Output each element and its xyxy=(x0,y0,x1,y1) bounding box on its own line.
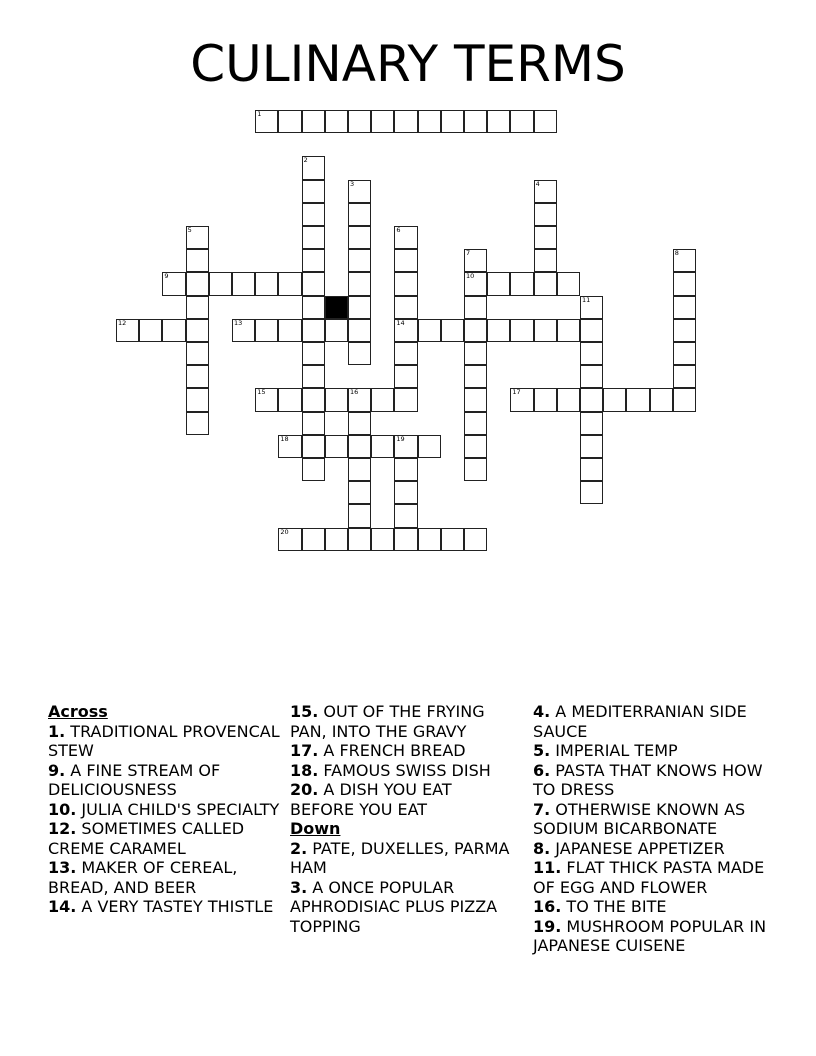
grid-cell[interactable] xyxy=(255,272,278,295)
grid-cell[interactable] xyxy=(394,249,417,272)
grid-cell[interactable] xyxy=(278,528,301,551)
grid-cell[interactable] xyxy=(255,110,278,133)
grid-cell[interactable] xyxy=(464,458,487,481)
grid-cell[interactable] xyxy=(464,110,487,133)
grid-cell[interactable] xyxy=(302,435,325,458)
grid-cell[interactable] xyxy=(325,388,348,411)
grid-cell[interactable] xyxy=(162,319,185,342)
grid-cell[interactable] xyxy=(302,156,325,179)
clue-column-1 xyxy=(48,702,288,917)
grid-cell[interactable] xyxy=(371,435,394,458)
clue-number: 7 xyxy=(466,249,471,258)
grid-cell[interactable] xyxy=(302,226,325,249)
clue-across-17: 17. A FRENCH BREAD xyxy=(290,741,466,760)
grid-cell[interactable] xyxy=(557,388,580,411)
clue-number: 2 xyxy=(303,156,308,165)
grid-cell[interactable] xyxy=(418,528,441,551)
clue-across-14: 14. A VERY TASTEY THISTLE xyxy=(48,897,274,916)
across-heading: Across xyxy=(48,702,108,721)
grid-cell[interactable] xyxy=(186,249,209,272)
grid-cell[interactable] xyxy=(278,272,301,295)
clue-number: 6 xyxy=(396,226,401,234)
grid-cell[interactable] xyxy=(371,110,394,133)
grid-cell[interactable] xyxy=(302,388,325,411)
grid-cell[interactable] xyxy=(464,342,487,365)
grid-cell[interactable] xyxy=(278,388,301,411)
grid-cell[interactable] xyxy=(394,481,417,504)
grid-cell[interactable] xyxy=(302,110,325,133)
grid-cell[interactable] xyxy=(394,342,417,365)
grid-cell[interactable] xyxy=(534,272,557,295)
clue-number: 11 xyxy=(582,295,591,304)
grid-cell[interactable] xyxy=(580,365,603,388)
grid-cell[interactable] xyxy=(580,481,603,504)
grid-cell[interactable] xyxy=(186,296,209,319)
grid-cell[interactable] xyxy=(673,296,696,319)
clue-number: 19 xyxy=(396,434,405,443)
grid-cell[interactable] xyxy=(302,458,325,481)
grid-cell[interactable] xyxy=(394,272,417,295)
grid-cell[interactable] xyxy=(580,388,603,411)
grid-cell[interactable] xyxy=(487,272,510,295)
grid-cell[interactable] xyxy=(534,388,557,411)
grid-cell[interactable] xyxy=(348,528,371,551)
grid-cell[interactable] xyxy=(394,388,417,411)
grid-cell[interactable] xyxy=(510,110,533,133)
clue-column-3 xyxy=(533,702,773,956)
grid-cell[interactable] xyxy=(325,528,348,551)
clue-down-3: 3. A ONCE POPULAR APHRODISIAC PLUS PIZZA TOPPING xyxy=(290,877,498,936)
grid-cell[interactable] xyxy=(464,365,487,388)
grid-cell[interactable] xyxy=(232,319,255,342)
clue-across-9: 9. A FINE STREAM OF DELICIOUSNESS xyxy=(48,760,221,799)
grid-cell[interactable] xyxy=(441,319,464,342)
grid-cell[interactable] xyxy=(162,272,185,295)
clue-down-8: 8. JAPANESE APPETIZER xyxy=(533,838,725,858)
clue-down-6: 6. PASTA THAT KNOWS HOW TO DRESS xyxy=(533,760,763,799)
grid-cell[interactable] xyxy=(464,388,487,411)
grid-cell[interactable] xyxy=(441,528,464,551)
grid-cell[interactable] xyxy=(348,412,371,435)
grid-cell[interactable] xyxy=(464,412,487,435)
grid-cell[interactable] xyxy=(603,388,626,411)
grid-cell[interactable] xyxy=(371,528,394,551)
clue-across-10: 10. JULIA CHILD'S SPECIALTY xyxy=(48,799,280,819)
down-heading: Down xyxy=(290,819,341,838)
grid-cell[interactable] xyxy=(302,412,325,435)
grid-cell[interactable] xyxy=(139,319,162,342)
grid-cell[interactable] xyxy=(626,388,649,411)
grid-cell[interactable] xyxy=(394,319,417,342)
clue-across-13: 13. MAKER OF CEREAL, BREAD, AND BEER xyxy=(48,858,238,897)
clue-down-11: 11. FLAT THICK PASTA MADE OF EGG AND FLOWER xyxy=(533,858,765,897)
grid-cell[interactable] xyxy=(278,319,301,342)
clue-down-5: 5. IMPERIAL TEMP xyxy=(533,741,678,760)
grid-cell[interactable] xyxy=(534,319,557,342)
grid-cell[interactable] xyxy=(510,319,533,342)
grid-cell[interactable] xyxy=(487,110,510,133)
grid-cell[interactable] xyxy=(394,458,417,481)
clue-number: 4 xyxy=(535,179,540,188)
grid-cell[interactable] xyxy=(580,319,603,342)
grid-cell[interactable] xyxy=(394,296,417,319)
grid-cell[interactable] xyxy=(394,528,417,551)
grid-cell[interactable] xyxy=(464,272,487,295)
grid-cell[interactable] xyxy=(510,388,533,411)
grid-cell[interactable] xyxy=(418,319,441,342)
grid-cell[interactable] xyxy=(348,504,371,527)
grid-cell[interactable] xyxy=(116,319,139,342)
grid-cell[interactable] xyxy=(394,110,417,133)
grid-cell[interactable] xyxy=(580,296,603,319)
clue-number: 17 xyxy=(512,388,521,397)
grid-cell[interactable] xyxy=(255,388,278,411)
grid-cell[interactable] xyxy=(186,272,209,295)
grid-cell[interactable] xyxy=(464,249,487,272)
grid-cell[interactable] xyxy=(464,296,487,319)
grid-cell[interactable] xyxy=(673,249,696,272)
grid-cell[interactable] xyxy=(348,203,371,226)
page-title: CULINARY TERMS xyxy=(190,35,626,93)
grid-cell[interactable] xyxy=(186,319,209,342)
grid-cell[interactable] xyxy=(348,296,371,319)
grid-cell[interactable] xyxy=(348,319,371,342)
grid-cell[interactable] xyxy=(534,180,557,203)
grid-cell[interactable] xyxy=(348,388,371,411)
grid-cell[interactable] xyxy=(186,226,209,249)
grid-cell[interactable] xyxy=(255,319,278,342)
clue-number: 10 xyxy=(466,272,475,281)
clue-across-18: 18. FAMOUS SWISS DISH xyxy=(290,760,491,780)
grid-cell[interactable] xyxy=(302,296,325,319)
clue-number: 1 xyxy=(257,110,262,118)
clue-number: 8 xyxy=(674,249,679,258)
grid-cell[interactable] xyxy=(394,504,417,527)
grid-cell[interactable] xyxy=(232,272,255,295)
grid-cell[interactable] xyxy=(186,412,209,435)
clue-down-4: 4. A MEDITERRANIAN SIDE SAUCE xyxy=(533,702,747,741)
grid-cell[interactable] xyxy=(348,481,371,504)
clue-down-19: 19. MUSHROOM POPULAR IN JAPANESE CUISENE xyxy=(533,916,767,955)
grid-cell[interactable] xyxy=(394,435,417,458)
grid-cell[interactable] xyxy=(302,203,325,226)
grid-cell[interactable] xyxy=(418,110,441,133)
grid-cell[interactable] xyxy=(534,110,557,133)
clue-across-20: 20. A DISH YOU EAT BEFORE YOU EAT xyxy=(290,780,452,819)
grid-cell[interactable] xyxy=(534,249,557,272)
grid-cell[interactable] xyxy=(348,458,371,481)
grid-cell[interactable] xyxy=(302,528,325,551)
clue-number: 9 xyxy=(164,272,169,281)
clue-number: 13 xyxy=(234,318,243,327)
grid-cell[interactable] xyxy=(673,342,696,365)
grid-cell[interactable] xyxy=(302,272,325,295)
grid-cell[interactable] xyxy=(650,388,673,411)
clue-across-15: 15. OUT OF THE FRYING PAN, INTO THE GRAVY xyxy=(290,702,485,741)
grid-cell[interactable] xyxy=(302,249,325,272)
clue-number: 12 xyxy=(118,318,127,327)
grid-cell[interactable] xyxy=(557,272,580,295)
grid-cell[interactable] xyxy=(580,458,603,481)
grid-cell[interactable] xyxy=(348,110,371,133)
clue-number: 14 xyxy=(396,318,405,327)
grid-cell[interactable] xyxy=(325,110,348,133)
grid-cell[interactable] xyxy=(348,435,371,458)
grid-cell[interactable] xyxy=(325,319,348,342)
grid-cell[interactable] xyxy=(209,272,232,295)
grid-cell[interactable] xyxy=(348,272,371,295)
grid-cell[interactable] xyxy=(441,110,464,133)
grid-cell[interactable] xyxy=(557,319,580,342)
clue-number: 18 xyxy=(280,434,289,443)
grid-cell[interactable] xyxy=(534,226,557,249)
grid-cell[interactable] xyxy=(348,342,371,365)
clue-down-2: 2. PATE, DUXELLES, PARMA HAM xyxy=(290,838,510,877)
grid-cell[interactable] xyxy=(278,435,301,458)
clue-down-16: 16. TO THE BITE xyxy=(533,897,667,916)
grid-cell[interactable] xyxy=(534,203,557,226)
grid-cell[interactable] xyxy=(348,226,371,249)
clue-number: 5 xyxy=(187,226,192,234)
grid-cell[interactable] xyxy=(464,528,487,551)
clue-down-7: 7. OTHERWISE KNOWN AS SODIUM BICARBONATE xyxy=(533,799,746,838)
grid-cell[interactable] xyxy=(302,365,325,388)
clue-number: 16 xyxy=(350,388,359,397)
blocked-cell xyxy=(325,296,348,319)
clue-number: 15 xyxy=(257,388,266,397)
clue-across-1: 1. TRADITIONAL PROVENCAL STEW xyxy=(48,721,280,760)
clue-column-2 xyxy=(290,702,512,936)
clue-number: 3 xyxy=(350,179,355,188)
grid-cell[interactable] xyxy=(487,319,510,342)
grid-cell[interactable] xyxy=(418,435,441,458)
grid-cell[interactable] xyxy=(394,226,417,249)
grid-cell[interactable] xyxy=(186,388,209,411)
grid-cell[interactable] xyxy=(580,435,603,458)
grid-cell[interactable] xyxy=(348,180,371,203)
grid-cell[interactable] xyxy=(348,249,371,272)
grid-cell[interactable] xyxy=(673,388,696,411)
grid-cell[interactable] xyxy=(186,365,209,388)
grid-cell[interactable] xyxy=(580,412,603,435)
clue-across-12: 12. SOMETIMES CALLED CREME CARAMEL xyxy=(48,819,245,858)
grid-cell[interactable] xyxy=(325,435,348,458)
grid-cell[interactable] xyxy=(673,272,696,295)
grid-cell[interactable] xyxy=(394,365,417,388)
grid-cell[interactable] xyxy=(510,272,533,295)
grid-cell[interactable] xyxy=(673,365,696,388)
grid-cell[interactable] xyxy=(302,342,325,365)
grid-cell[interactable] xyxy=(302,180,325,203)
grid-cell[interactable] xyxy=(302,319,325,342)
grid-cell[interactable] xyxy=(464,319,487,342)
grid-cell[interactable] xyxy=(278,110,301,133)
grid-cell[interactable] xyxy=(371,388,394,411)
grid-cell[interactable] xyxy=(464,435,487,458)
grid-cell[interactable] xyxy=(673,319,696,342)
clue-number: 20 xyxy=(280,527,289,536)
grid-cell[interactable] xyxy=(580,342,603,365)
grid-cell[interactable] xyxy=(186,342,209,365)
